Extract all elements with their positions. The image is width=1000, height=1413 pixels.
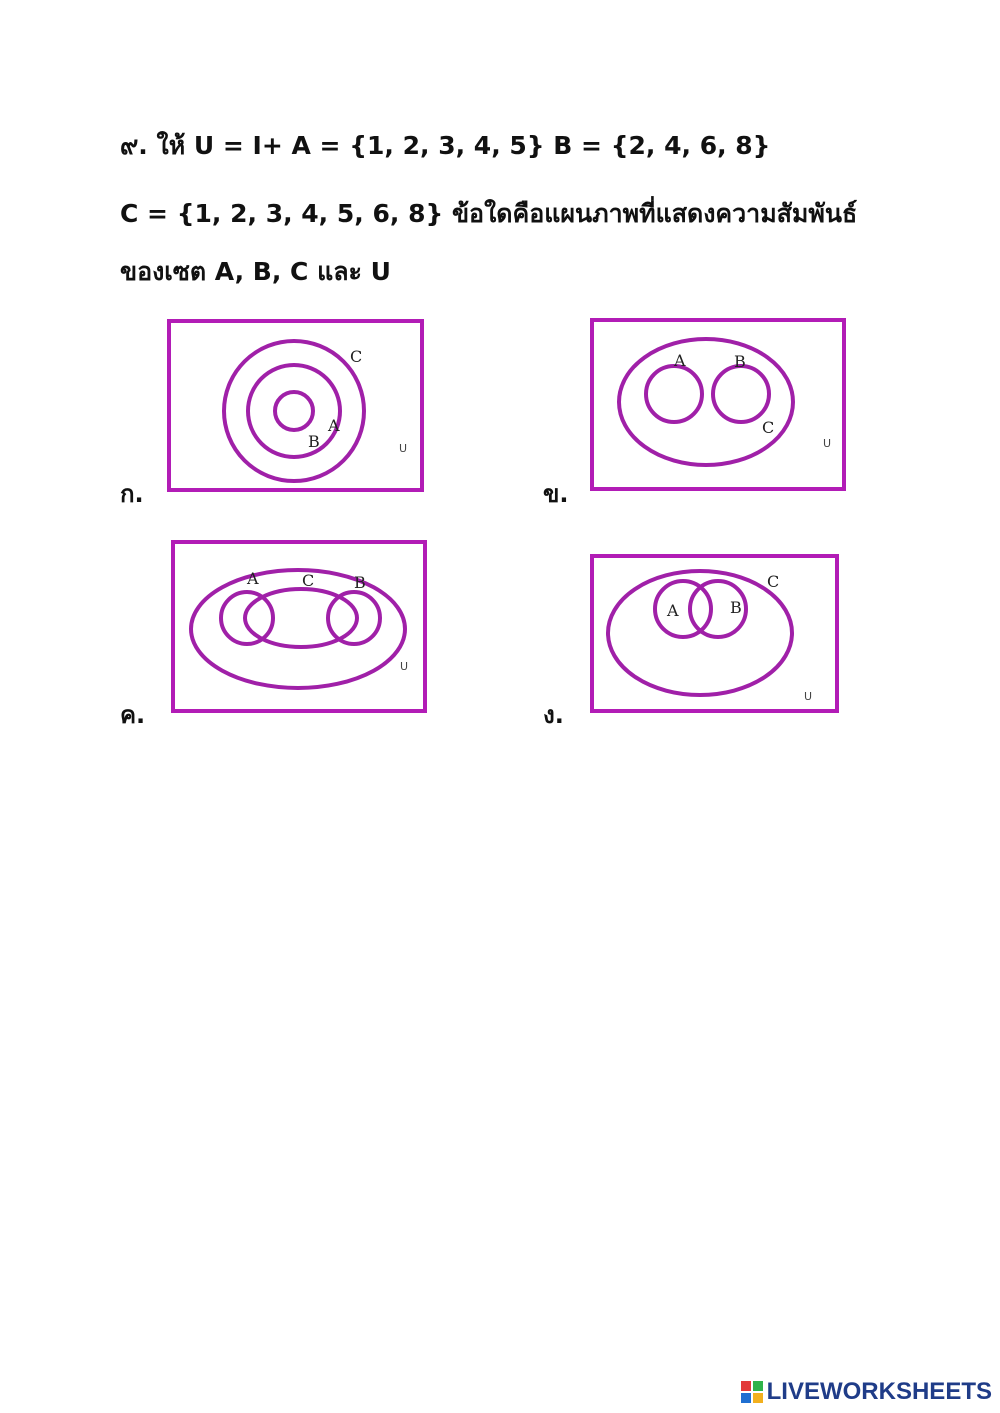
question-line-2: C = {1, 2, 3, 4, 5, 6, 8} ข้อใดคือแผนภาพที่แสดงความสัมพันธ์ [120,199,858,228]
set-c-label: C [302,571,315,590]
set-b-circle [713,366,769,422]
brand-text: LIVEWORKSHEETS [766,1378,992,1405]
question-line-3: ของเซต A, B, C และ U [120,257,391,286]
set-a-label: A [328,416,340,435]
set-u-label: U [804,690,813,703]
option-label-c[interactable]: ค. [120,701,146,729]
set-c-circle [224,341,364,481]
set-b-circle [248,365,340,457]
set-u-label: U [400,660,409,673]
set-b-label: B [308,432,320,451]
set-c-label: C [767,572,780,591]
set-b-label: B [730,598,742,617]
set-a-label: A [674,351,686,370]
option-label-a[interactable]: ก. [120,480,144,508]
set-a-circle [655,581,711,637]
set-b-label: B [354,573,366,592]
set-u-label: U [823,437,832,450]
set-u-label: U [399,442,408,455]
set-a-label: A [667,601,679,620]
set-b-label: B [734,352,746,371]
liveworksheets-mark-icon [741,1381,763,1403]
set-b-circle [328,592,380,644]
venn-diagram-option-b[interactable] [589,317,849,493]
option-label-d[interactable]: ง. [543,701,564,729]
universal-set-frame [173,542,425,711]
option-label-b[interactable]: ข. [543,480,569,508]
set-a-circle [646,366,702,422]
liveworksheets-logo [741,1377,992,1407]
question-line-1: ๙. ให้ U = I+ A = {1, 2, 3, 4, 5} B = {2, 4, 6, 8} [120,131,771,160]
universal-set-frame [169,321,422,490]
set-c-label: C [762,418,775,437]
venn-diagram-option-c[interactable] [170,539,430,715]
set-a-label: A [247,569,259,588]
set-c-label: C [350,347,363,366]
venn-diagram-option-d[interactable] [589,553,841,715]
venn-diagram-option-a[interactable] [166,318,426,494]
set-a-circle [275,392,313,430]
